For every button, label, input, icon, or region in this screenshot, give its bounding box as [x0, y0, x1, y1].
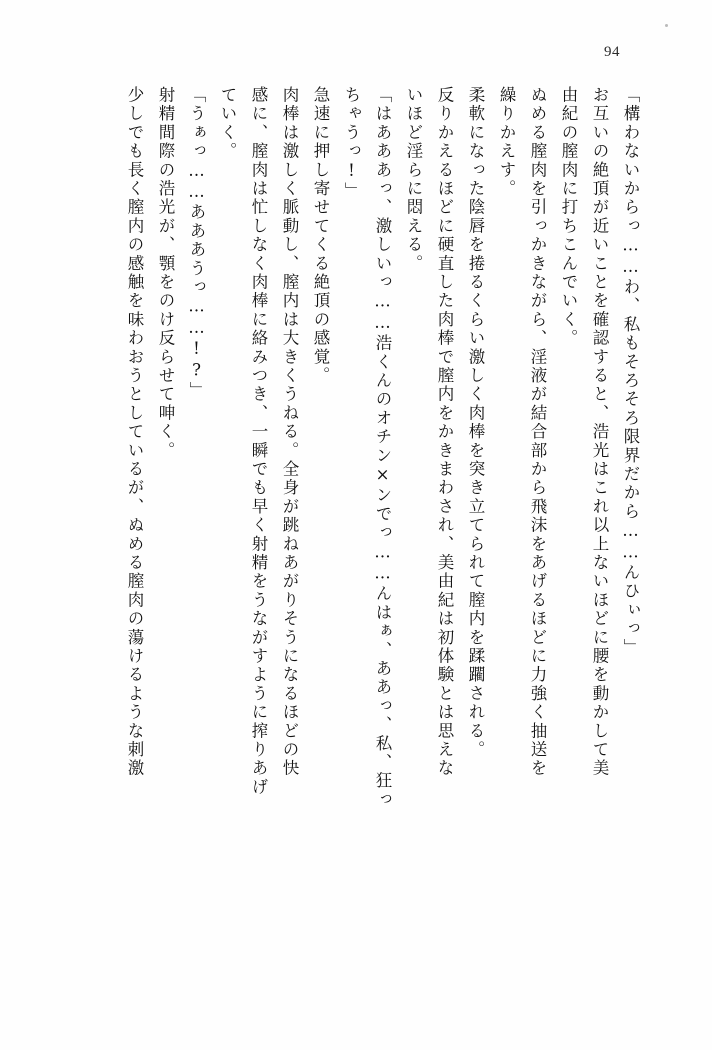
text-line: 肉棒は激しく脈動し、膣内は大きくうねる。全身が跳ねあがりそうになるほどの快 — [280, 86, 299, 778]
text-line: 「構わないからっ……わ、私もそろそろ限界だから……んひぃっ」 — [621, 86, 640, 657]
text-line: いほど淫らに悶える。 — [404, 86, 423, 273]
text-line: 感に、膣肉は忙しなく肉棒に絡みつき、一瞬でも早く射精をうながすように搾りあげ — [249, 86, 268, 797]
text-line: 「はあああっ、激しいっ……浩くんのオチン×ンでっ……んはぁ、ああっ、私、狂っ — [373, 86, 392, 810]
text-line: ちゃうっ!」 — [342, 86, 361, 201]
text-line: 由紀の膣肉に打ちこんでいく。 — [559, 86, 578, 348]
scan-speck — [665, 24, 668, 27]
text-line: ていく。 — [218, 86, 237, 161]
vertical-text-body — [74, 86, 638, 1010]
text-line: 急速に押し寄せてくる絶頂の感覚。 — [311, 86, 330, 386]
text-line: お互いの絶頂が近いことを確認すると、浩光はこれ以上ないほどに腰を動かして美 — [590, 86, 609, 778]
text-line: 少しでも長く膣内の感触を味わおうとしているが、ぬめる膣肉の蕩けるような刺激 — [125, 86, 144, 778]
text-line: 射精間際の浩光が、顎をのけ反らせて呻く。 — [156, 86, 175, 460]
text-line: ぬめる膣肉を引っかきながら、淫液が結合部から飛沫をあげるほどに力強く抽送を — [528, 86, 547, 778]
page-number: 94 — [604, 44, 620, 60]
text-line: 繰りかえす。 — [497, 86, 516, 199]
text-line: 反りかえるほどに硬直した肉棒で膣内をかきまわされ、美由紀は初体験とは思えな — [435, 86, 454, 778]
text-line: 柔軟になった陰唇を捲るくらい激しく肉棒を突き立てられて膣内を蹂躙される。 — [466, 86, 485, 760]
text-line: 「うぁっ……あああうっ……!?」 — [187, 86, 206, 401]
